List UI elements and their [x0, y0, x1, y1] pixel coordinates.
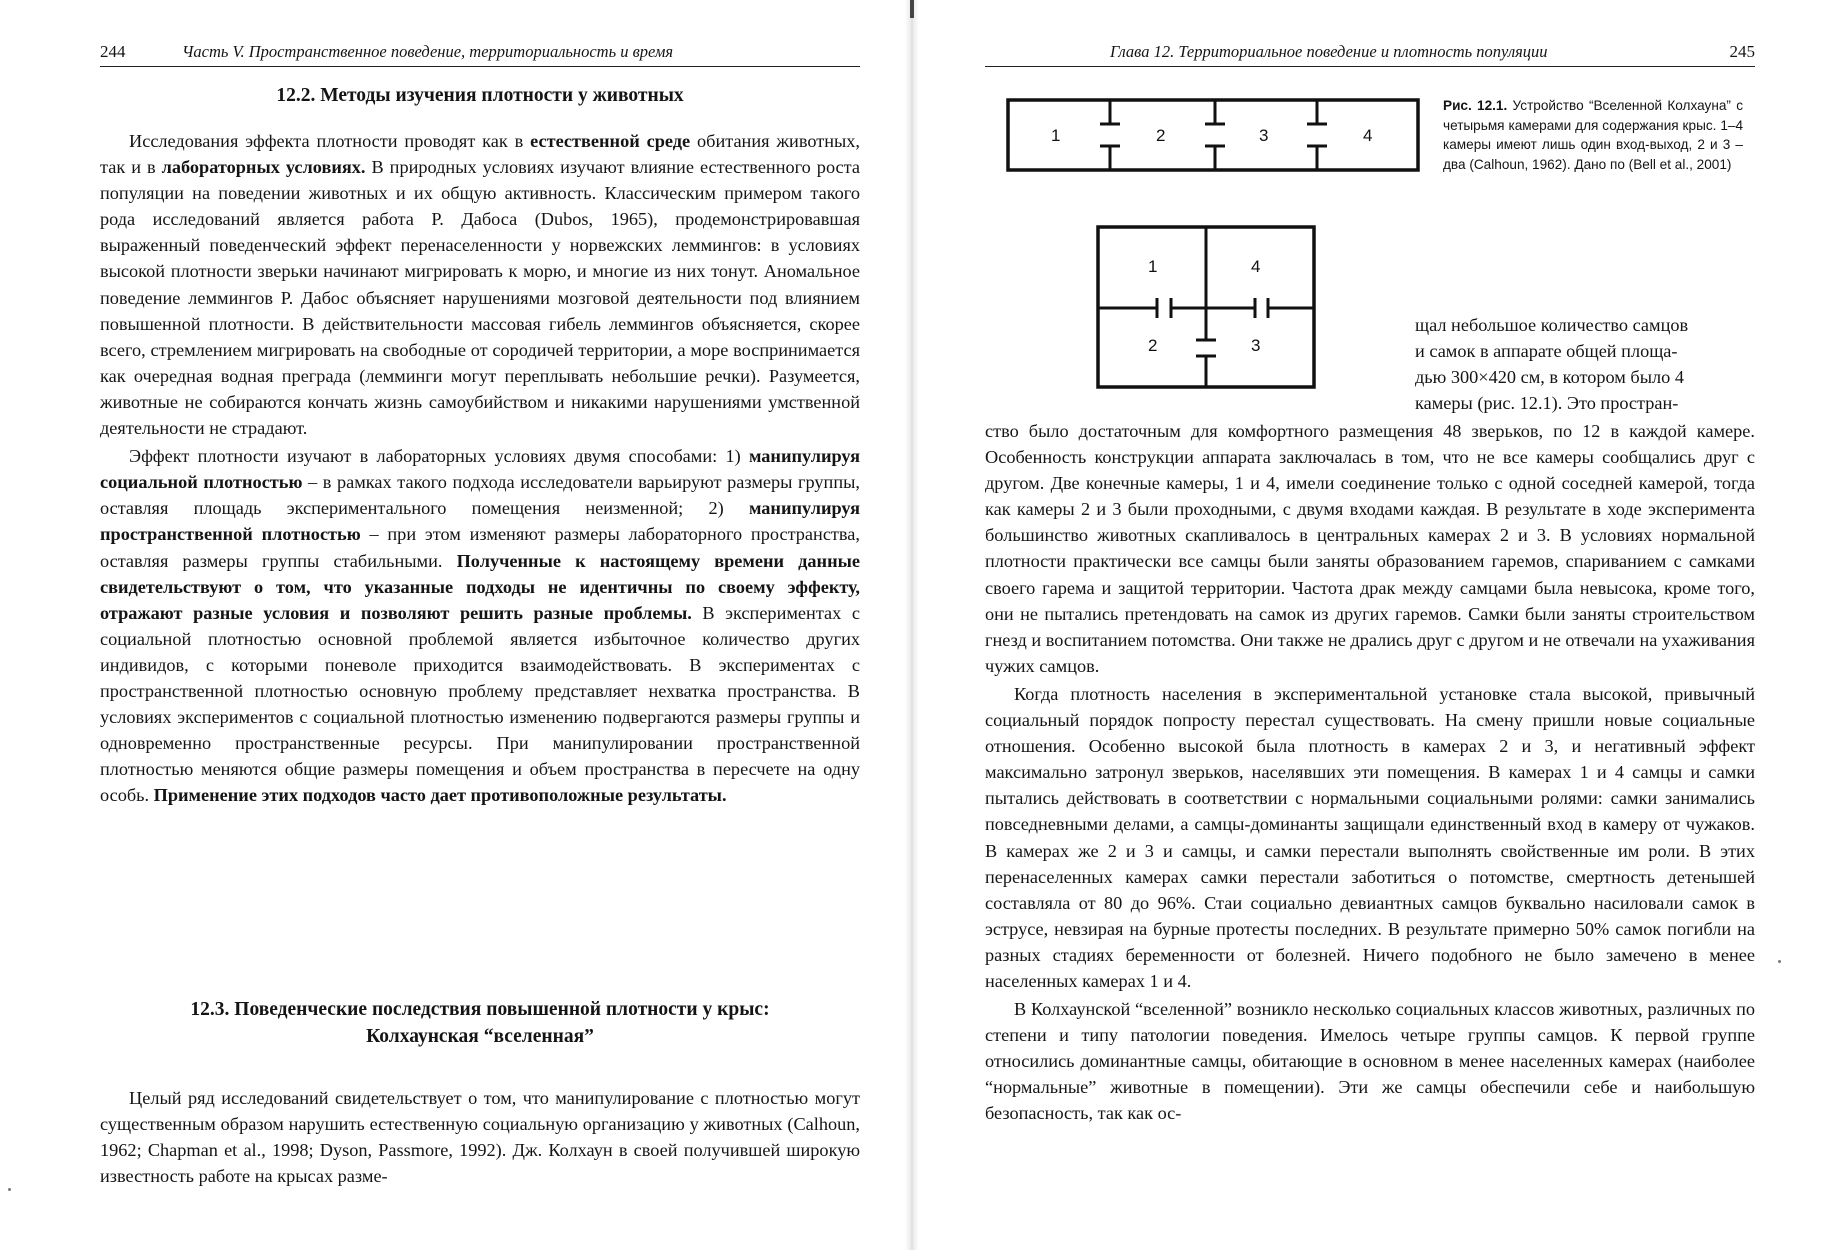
paragraph: Целый ряд исследований свидетельствует о том, что манипулирование с плотностью могут существенным образом нарушить естественную социальную организацию у животных (Calhoun, 1962; Chapman et al., 1998; Dyson, Passmore, 1992). Дж. Колхаун в своей получившей широкую известность работе на крысах разме-	[100, 1088, 860, 1187]
paragraph: Эффект плотности изучают в лабораторных условиях двумя способами: 1) манипулируя социальной плотностью – в рамках такого подхода исследователи варьируют размеры группы, оставляя площадь экспериментального помещения неизменной; 2) манипулируя пространственной плотностью – при этом изменяют размеры лабораторного пространства, оставляя размеры группы стабильными. Полученные к настоящему времени данные свидетельствуют о том, что указанные подходы не идентичны по своему эффекту, отражают разные условия и позволяют решить разные проблемы. В экспериментах с социальной плотностью основной проблемой является избыточное количество других индивидов, с которыми поневоле приходится взаимодействовать. В экспериментах с пространственной плотностью основную проблему представляет нехватка пространства. В условиях экспериментов с социальной плотностью изменению подвергаются размеры группы и одновременно пространственные ресурсы. При манипулировании пространственной плотностью меняются общие размеры помещения и объем пространства в пересчете на одну особь. Применение этих подходов часто дает противоположные результаты.	[100, 446, 860, 806]
wrap-text-block	[1415, 312, 1755, 416]
chamber-label: 4	[1251, 257, 1261, 276]
running-head-right	[985, 40, 1755, 67]
right-page	[985, 0, 1755, 1250]
page-number-right: 245	[1729, 42, 1755, 61]
page-number-left: 244	[100, 42, 126, 61]
chamber-label: 3	[1259, 126, 1269, 145]
figure-chambers-row	[1005, 96, 1425, 176]
text-line: дью 300×420 см, в котором было 4	[1415, 367, 1684, 388]
chamber-label: 2	[1156, 126, 1166, 145]
chamber-label: 2	[1148, 336, 1158, 355]
section-title-12-2: 12.2. Методы изучения плотности у животных	[276, 85, 684, 106]
scan-speck	[1778, 960, 1781, 963]
text-line: и самок в аппарате общей площа-	[1415, 341, 1678, 362]
text-line: камеры (рис. 12.1). Это простран-	[1415, 393, 1679, 414]
running-head-text-left: Часть V. Пространственное поведение, территориальность и время	[182, 42, 674, 61]
paragraph: ство было достаточным для комфортного размещения 48 зверьков, по 12 в каждой камере. Особенность конструкции аппарата заключалась в том, что не все камеры сообщались друг с другом. Две конечные камеры, 1 и 4, имели соединение только с одной соседней камерой, тогда как камеры 2 и 3 были проходными, с двумя входами каждая. В результате в ходе эксперимента большинство животных скапливалось в центральных камерах 2 и 3. В условиях нормальной плотности практически все самцы были заняты образованием гаремов, спариванием с самками своего гарема и защитой территории. Частота драк между самцами была невысока, кроме того, они не пытались претендовать на самок из других гаремов. Самки были заняты строительством гнезд и воспитанием потомства. Они также не дрались друг с другом и не отвечали на ухаживания чужих самцов.	[985, 421, 1755, 676]
right-text-block	[985, 418, 1755, 1127]
paragraph: В Колхаунской “вселенной” возникло несколько социальных классов животных, различных по степени и типу патологии поведения. Имелось четыре группы самцов. К первой группе относились доминантные самцы, обитающие в основном в менее населенных камерах (наиболее “нормальные” животные в помещении). Эти же самцы обеспечили себе и наибольшую безопасность, так как ос-	[985, 999, 1755, 1124]
chamber-label: 4	[1363, 126, 1373, 145]
section-title-line-2: Колхаунская “вселенная”	[366, 1026, 594, 1047]
chamber-label: 1	[1148, 257, 1158, 276]
gutter-mark	[910, 0, 914, 18]
figure-caption-text: Устройство “Вселенной Колхауна” с четырьмя камерами для содержания крыс. 1–4 камеры имеют лишь один вход-выход, 2 и 3 – два (Calhoun, 1962). Дано по (Bell et al., 2001)	[1443, 98, 1744, 172]
chambers-grid-diagram	[1095, 224, 1317, 394]
book-gutter	[905, 0, 919, 1250]
scan-speck	[8, 1188, 11, 1191]
chamber-label: 1	[1051, 126, 1061, 145]
section-title-line-1: 12.3. Поведенческие последствия повышенной плотности у крыс:	[190, 999, 770, 1020]
chambers-row-diagram	[1005, 96, 1425, 176]
left-page	[100, 0, 860, 1250]
running-head-text-right: Глава 12. Территориальное поведение и плотность популяции	[1110, 42, 1548, 61]
figure-caption-label: Рис. 12.1.	[1443, 98, 1508, 113]
left-text-block-1	[100, 128, 860, 808]
paragraph: Когда плотность населения в экспериментальной установке стала высокой, привычный социальный порядок попросту перестал существовать. На смену пришли новые социальные отношения. Особенно высокой была плотность в камерах 2 и 3, и негативный эффект максимально затронул зверьков, населявших эти помещения. В камерах 1 и 4 самцы и самки пытались действовать в соответствии с нормальными социальными ролями: самки занимались повседневными делами, а самцы-доминанты защищали единственный вход в камеру от чужаков. В камерах же 2 и 3 и самцы, и самки перестали выполнять свойственные им роли. В этих перенаселенных камерах самки перестали заботиться о потомстве, смертность детенышей составляла от 80 до 96%. Стаи социально девиантных самцов буквально насиловали самок в эструсе, невзирая на бурные протесты последних. В результате примерно 50% самок погибли на разных стадиях беременности от болезней. Ничего подобного не было замечено в менее населенных камерах 1 и 4.	[985, 683, 1755, 991]
text-line: щал небольшое количество самцов	[1415, 315, 1689, 335]
paragraph: Исследования эффекта плотности проводят как в естественной среде обитания животных, так и в лабораторных условиях. В природных условиях изучают влияние естественного роста популяции на поведении животных и их общую активность. Классическим примером такого рода исследований является работа Р. Дабоса (Dubos, 1965), продемонстрировавшая выраженный поведенческий эффект перенаселенности у норвежских леммингов: в условиях высокой плотности зверьки начинают мигрировать к морю, и многие из них тонут. Аномальное поведение леммингов Р. Дабос объясняет нарушениями мозговой деятельности под влиянием повышенной плотности. В действительности массовая гибель леммингов объясняется, скорее всего, стремлением мигрировать на свободные от сородичей территории, а море воспринимается как очередная водная преграда (лемминги могут переплывать небольшие речки). Разумеется, животные не собираются кончать жизнь самоубийством и никакими нарушениями умственной деятельности не страдают.	[100, 131, 860, 439]
section-title-12-3	[100, 996, 860, 1050]
figure-caption	[1443, 96, 1743, 174]
running-head-left	[100, 40, 860, 67]
chamber-label: 3	[1251, 336, 1261, 355]
figure-chambers-grid	[1095, 224, 1317, 394]
left-text-block-2	[100, 1085, 860, 1189]
